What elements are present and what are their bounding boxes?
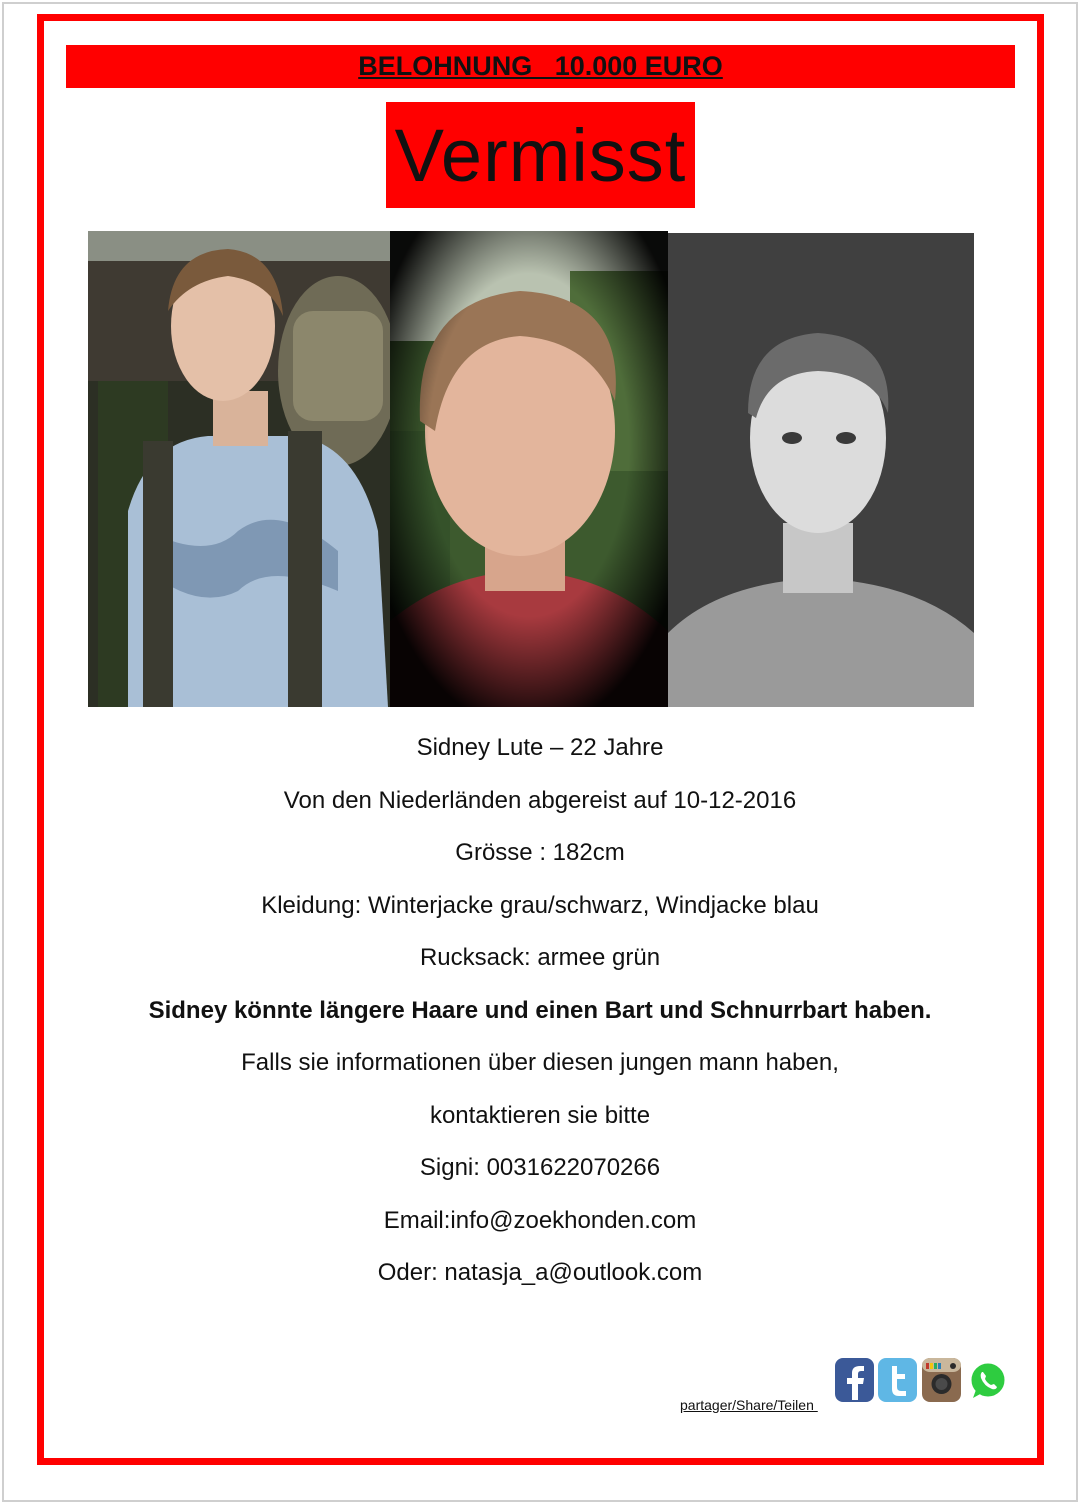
title-banner [386, 102, 695, 208]
twitter-icon[interactable] [877, 1356, 918, 1404]
appeal-line-2: kontaktieren sie bitte [429, 1101, 651, 1129]
alt-email-contact: Oder: natasja_a@outlook.com [377, 1259, 703, 1286]
backpack-info: Rucksack: armee grün [419, 944, 661, 971]
email-contact: Email:info@zoekhonden.com [383, 1206, 697, 1234]
facebook-icon[interactable] [834, 1356, 875, 1404]
missing-person-details [60, 728, 1020, 1306]
appeal-line-1: Falls sie informationen über diesen jungen mann haben, [241, 1049, 839, 1076]
photo-portrait-bw [668, 233, 974, 707]
photo-backpack [88, 231, 392, 707]
instagram-icon[interactable] [921, 1356, 962, 1404]
whatsapp-icon[interactable] [967, 1356, 1008, 1404]
reward-banner [66, 45, 1015, 88]
departure-info: Von den Niederländen abgereist auf 10-12-2016 [283, 786, 797, 814]
share-label[interactable]: partager/Share/Teilen [680, 1397, 818, 1413]
name-age: Sidney Lute – 22 Jahre [416, 734, 664, 761]
clothing-info: Kleidung: Winterjacke grau/schwarz, Windjacke blau [261, 891, 819, 919]
photo-closeup [390, 231, 668, 707]
height-info: Grösse : 182cm [455, 839, 625, 866]
reward-text: BELOHNUNG 10.000 EURO [358, 51, 723, 81]
appearance-note: Sidney könnte längere Haare und einen Bart und Schnurrbart haben. [148, 996, 932, 1024]
phone-contact: Signi: 0031622070266 [419, 1154, 661, 1181]
poster-title: Vermisst [394, 113, 687, 197]
